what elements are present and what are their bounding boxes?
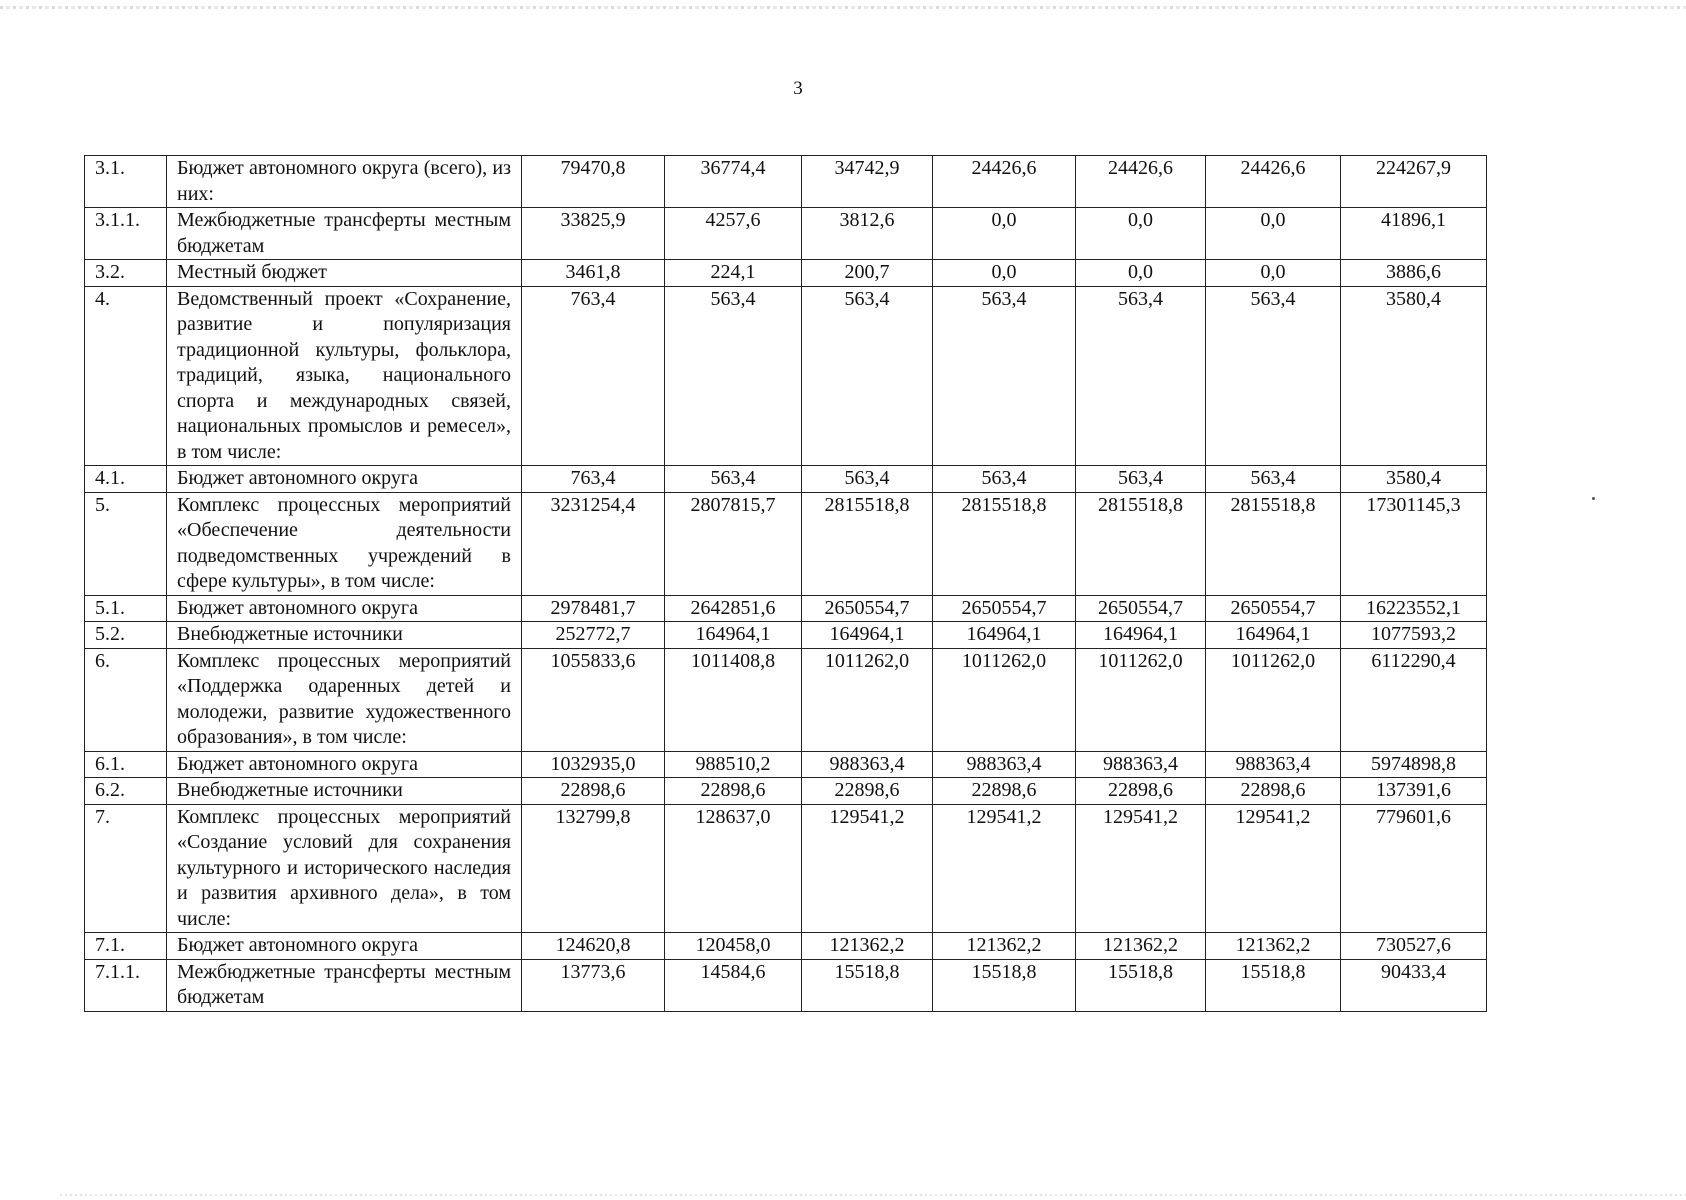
row-total: 3580,4 xyxy=(1341,286,1487,466)
row-value: 563,4 xyxy=(1206,286,1341,466)
row-value: 988363,4 xyxy=(802,751,933,778)
table-row xyxy=(85,156,1487,208)
row-name: Комплекс процессных мероприятий «Создание условий для сохранения культурного и исторического наследия и развития архивного дела», в том числе: xyxy=(167,804,522,933)
row-value: 3812,6 xyxy=(802,208,933,260)
row-value: 563,4 xyxy=(802,286,933,466)
row-value: 129541,2 xyxy=(1206,804,1341,933)
row-total: 6112290,4 xyxy=(1341,648,1487,751)
table-row xyxy=(85,466,1487,493)
row-code: 7. xyxy=(85,804,167,933)
table-row xyxy=(85,959,1487,1011)
row-name: Внебюджетные источники xyxy=(167,778,522,805)
row-name: Ведомственный проект «Сохранение, развитие и популяризация традиционной культуры, фольклора, традиций, языка, национального спорта и международных связей, национальных промыслов и ремесел», в том числе: xyxy=(167,286,522,466)
row-value: 2650554,7 xyxy=(1206,595,1341,622)
table-body xyxy=(85,156,1487,1012)
row-value: 34742,9 xyxy=(802,156,933,208)
row-value: 0,0 xyxy=(1206,260,1341,287)
row-total: 17301145,3 xyxy=(1341,492,1487,595)
row-value: 120458,0 xyxy=(665,933,802,960)
row-code: 5.1. xyxy=(85,595,167,622)
row-value: 121362,2 xyxy=(802,933,933,960)
table-row xyxy=(85,492,1487,595)
table-row xyxy=(85,933,1487,960)
row-code: 6.2. xyxy=(85,778,167,805)
row-value: 200,7 xyxy=(802,260,933,287)
scan-edge-bottom xyxy=(60,1194,1686,1196)
row-value: 79470,8 xyxy=(522,156,665,208)
row-name: Бюджет автономного округа xyxy=(167,933,522,960)
row-value: 252772,7 xyxy=(522,622,665,649)
row-value: 2650554,7 xyxy=(1076,595,1206,622)
row-name: Местный бюджет xyxy=(167,260,522,287)
row-name: Комплекс процессных мероприятий «Поддержка одаренных детей и молодежи, развитие художественного образования», в том числе: xyxy=(167,648,522,751)
row-total: 224267,9 xyxy=(1341,156,1487,208)
row-code: 7.1. xyxy=(85,933,167,960)
row-value: 24426,6 xyxy=(1206,156,1341,208)
row-value: 1011262,0 xyxy=(1076,648,1206,751)
row-value: 121362,2 xyxy=(933,933,1076,960)
table-row xyxy=(85,778,1487,805)
row-value: 988363,4 xyxy=(1076,751,1206,778)
row-value: 563,4 xyxy=(665,466,802,493)
row-value: 224,1 xyxy=(665,260,802,287)
table-row xyxy=(85,751,1487,778)
row-value: 763,4 xyxy=(522,466,665,493)
row-total: 137391,6 xyxy=(1341,778,1487,805)
scan-speck xyxy=(1592,497,1595,500)
row-value: 2815518,8 xyxy=(1206,492,1341,595)
row-code: 5. xyxy=(85,492,167,595)
budget-table xyxy=(84,155,1487,1012)
row-value: 129541,2 xyxy=(1076,804,1206,933)
row-value: 22898,6 xyxy=(665,778,802,805)
row-value: 2815518,8 xyxy=(1076,492,1206,595)
row-value: 22898,6 xyxy=(1206,778,1341,805)
row-code: 3.1.1. xyxy=(85,208,167,260)
row-value: 13773,6 xyxy=(522,959,665,1011)
row-value: 988363,4 xyxy=(1206,751,1341,778)
row-value: 563,4 xyxy=(933,286,1076,466)
row-value: 2650554,7 xyxy=(933,595,1076,622)
row-value: 121362,2 xyxy=(1076,933,1206,960)
row-value: 1011408,8 xyxy=(665,648,802,751)
row-value: 22898,6 xyxy=(933,778,1076,805)
row-value: 3461,8 xyxy=(522,260,665,287)
page-number: 3 xyxy=(793,78,803,99)
row-value: 22898,6 xyxy=(522,778,665,805)
row-value: 763,4 xyxy=(522,286,665,466)
row-total: 41896,1 xyxy=(1341,208,1487,260)
row-value: 988363,4 xyxy=(933,751,1076,778)
row-total: 3580,4 xyxy=(1341,466,1487,493)
row-value: 988510,2 xyxy=(665,751,802,778)
row-code: 7.1.1. xyxy=(85,959,167,1011)
row-code: 6.1. xyxy=(85,751,167,778)
row-value: 129541,2 xyxy=(933,804,1076,933)
row-value: 1011262,0 xyxy=(1206,648,1341,751)
row-value: 0,0 xyxy=(933,208,1076,260)
row-value: 3231254,4 xyxy=(522,492,665,595)
row-value: 563,4 xyxy=(1076,286,1206,466)
row-value: 24426,6 xyxy=(1076,156,1206,208)
row-value: 124620,8 xyxy=(522,933,665,960)
row-name: Комплекс процессных мероприятий «Обеспечение деятельности подведомственных учреждений в сфере культуры», в том числе: xyxy=(167,492,522,595)
row-name: Межбюджетные трансферты местным бюджетам xyxy=(167,959,522,1011)
table-row xyxy=(85,622,1487,649)
row-value: 129541,2 xyxy=(802,804,933,933)
row-code: 4.1. xyxy=(85,466,167,493)
row-total: 1077593,2 xyxy=(1341,622,1487,649)
row-value: 164964,1 xyxy=(665,622,802,649)
row-value: 15518,8 xyxy=(802,959,933,1011)
row-value: 1011262,0 xyxy=(802,648,933,751)
row-total: 779601,6 xyxy=(1341,804,1487,933)
row-total: 16223552,1 xyxy=(1341,595,1487,622)
row-value: 0,0 xyxy=(1076,260,1206,287)
row-value: 563,4 xyxy=(802,466,933,493)
row-value: 2815518,8 xyxy=(933,492,1076,595)
row-value: 15518,8 xyxy=(1206,959,1341,1011)
row-code: 6. xyxy=(85,648,167,751)
row-value: 2650554,7 xyxy=(802,595,933,622)
row-name: Бюджет автономного округа xyxy=(167,595,522,622)
row-value: 164964,1 xyxy=(933,622,1076,649)
row-value: 563,4 xyxy=(933,466,1076,493)
scan-edge-top xyxy=(0,6,1686,9)
row-value: 33825,9 xyxy=(522,208,665,260)
row-value: 164964,1 xyxy=(1076,622,1206,649)
row-value: 1032935,0 xyxy=(522,751,665,778)
row-value: 2642851,6 xyxy=(665,595,802,622)
row-name: Межбюджетные трансферты местным бюджетам xyxy=(167,208,522,260)
row-value: 15518,8 xyxy=(933,959,1076,1011)
table-row xyxy=(85,595,1487,622)
row-total: 90433,4 xyxy=(1341,959,1487,1011)
row-value: 15518,8 xyxy=(1076,959,1206,1011)
row-value: 563,4 xyxy=(665,286,802,466)
row-value: 128637,0 xyxy=(665,804,802,933)
row-value: 1011262,0 xyxy=(933,648,1076,751)
row-value: 132799,8 xyxy=(522,804,665,933)
row-total: 730527,6 xyxy=(1341,933,1487,960)
row-value: 0,0 xyxy=(933,260,1076,287)
row-code: 3.1. xyxy=(85,156,167,208)
row-name: Бюджет автономного округа xyxy=(167,751,522,778)
row-value: 4257,6 xyxy=(665,208,802,260)
row-value: 563,4 xyxy=(1076,466,1206,493)
row-total: 3886,6 xyxy=(1341,260,1487,287)
row-value: 1055833,6 xyxy=(522,648,665,751)
row-value: 2807815,7 xyxy=(665,492,802,595)
row-value: 22898,6 xyxy=(1076,778,1206,805)
row-value: 121362,2 xyxy=(1206,933,1341,960)
row-value: 2815518,8 xyxy=(802,492,933,595)
row-value: 14584,6 xyxy=(665,959,802,1011)
row-value: 563,4 xyxy=(1206,466,1341,493)
row-code: 4. xyxy=(85,286,167,466)
row-code: 3.2. xyxy=(85,260,167,287)
row-code: 5.2. xyxy=(85,622,167,649)
table-row xyxy=(85,208,1487,260)
row-value: 2978481,7 xyxy=(522,595,665,622)
row-value: 0,0 xyxy=(1206,208,1341,260)
table-row xyxy=(85,648,1487,751)
row-value: 164964,1 xyxy=(802,622,933,649)
row-value: 36774,4 xyxy=(665,156,802,208)
table-row xyxy=(85,804,1487,933)
row-total: 5974898,8 xyxy=(1341,751,1487,778)
row-name: Бюджет автономного округа xyxy=(167,466,522,493)
table-row xyxy=(85,260,1487,287)
row-value: 0,0 xyxy=(1076,208,1206,260)
row-value: 164964,1 xyxy=(1206,622,1341,649)
row-name: Бюджет автономного округа (всего), из них: xyxy=(167,156,522,208)
row-value: 22898,6 xyxy=(802,778,933,805)
row-name: Внебюджетные источники xyxy=(167,622,522,649)
table-row xyxy=(85,286,1487,466)
row-value: 24426,6 xyxy=(933,156,1076,208)
